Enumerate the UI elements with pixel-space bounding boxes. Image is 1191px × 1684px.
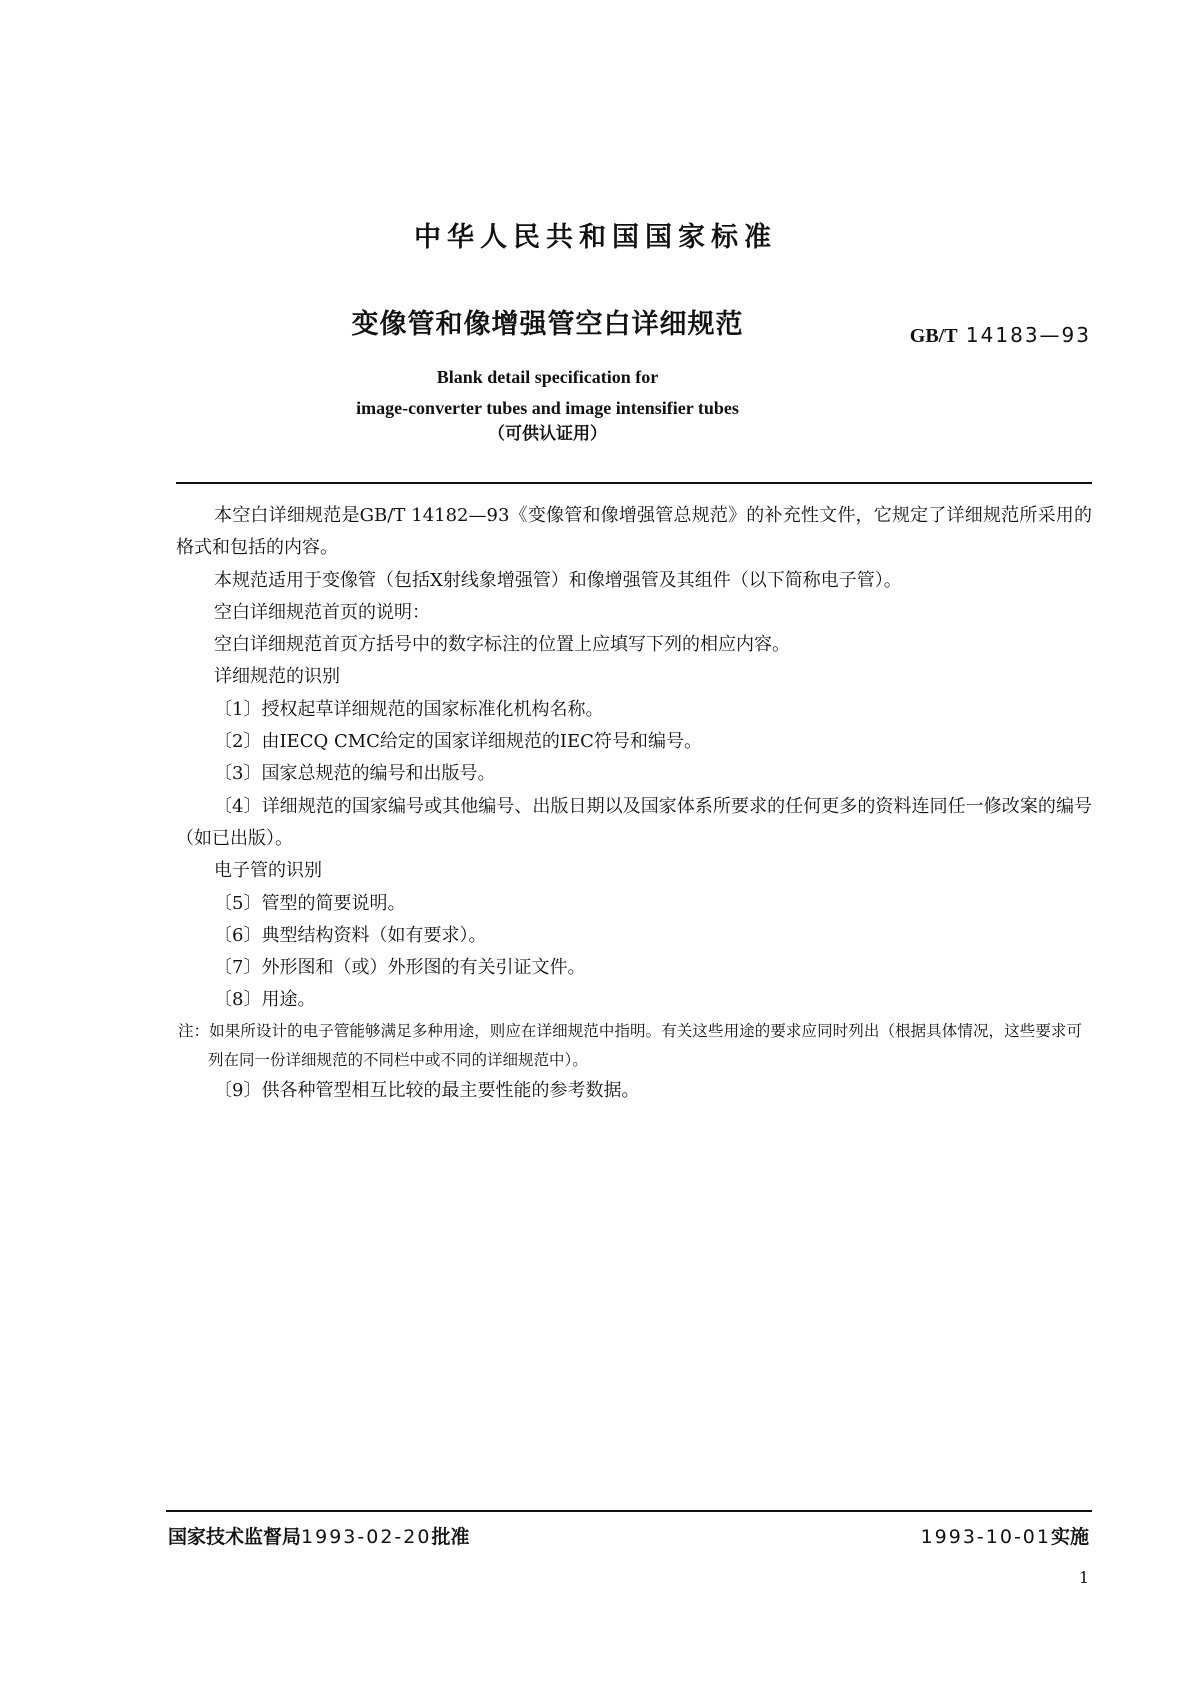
list-item-3: 〔3〕国家总规范的编号和出版号。 (214, 763, 496, 785)
standard-number (910, 323, 1091, 348)
approval-line (168, 1522, 469, 1549)
list-item-2: 〔2〕由IECQ CMC给定的国家详细规范的IEC符号和编号。 (214, 731, 702, 753)
intro-paragraph: 本空白详细规范是GB/T 14182—93《变像管和像增强管总规范》的补充性文件，它规定了详细规范所采用的格式和包括的内容。 (176, 505, 1092, 559)
footer-divider (166, 1510, 1092, 1512)
list-item-4: 〔4〕详细规范的国家编号或其他编号、出版日期以及国家体系所要求的任何更多的资料连同任一修改案的编号（如已出版）。 (176, 795, 1092, 849)
section-heading-tube-identification: 电子管的识别 (214, 860, 322, 882)
document-title-cn: 变像管和像增强管空白详细规范 (351, 309, 744, 340)
title-en-line1: Blank detail specification for (436, 367, 659, 387)
section-heading-spec-identification: 详细规范的识别 (214, 666, 340, 688)
list-item-8: 〔8〕用途。 (214, 989, 316, 1011)
list-item-1: 〔1〕授权起草详细规范的国家标准化机构名称。 (214, 698, 604, 720)
list-item-5: 〔5〕管型的简要说明。 (214, 892, 406, 914)
list-item-9: 〔9〕供各种管型相互比较的最主要性能的参考数据。 (214, 1079, 640, 1101)
document-body (176, 500, 1092, 1107)
title-en-line2: image-converter tubes and image intensifier tubes (356, 398, 739, 418)
first-page-heading: 空白详细规范首页的说明： (214, 601, 430, 623)
page-number: 1 (1078, 1568, 1089, 1587)
scope-paragraph: 本规范适用于变像管（包括X射线象增强管）和像增强管及其组件（以下简称电子管）。 (214, 569, 902, 591)
national-standard-heading: 中华人民共和国国家标准 (414, 222, 777, 253)
first-page-description: 空白详细规范首页方括号中的数字标注的位置上应填写下列的相应内容。 (214, 634, 790, 656)
usage-note: 注：如果所设计的电子管能够满足多种用途，则应在详细规范中指明。有关这些用途的要求应同时列出（根据具体情况，这些要求可列在同一份详细规范的不同栏中或不同的详细规范中）。 (178, 1021, 1082, 1069)
title-certification-note: （可供认证用） (488, 424, 607, 444)
list-item-6: 〔6〕典型结构资料（如有要求）。 (214, 924, 487, 946)
effective-date: 1993-10-01 (920, 1526, 1051, 1548)
list-item-7: 〔7〕外形图和（或）外形图的有关引证文件。 (214, 957, 586, 979)
approval-label: 批准 (431, 1526, 470, 1548)
effective-line (921, 1522, 1089, 1549)
approval-organization: 国家技术监督局 (168, 1526, 302, 1548)
standard-prefix: GB/T (909, 325, 958, 347)
document-title-en (0, 362, 1095, 444)
header-divider (176, 482, 1092, 484)
standard-code: 14183—93 (965, 323, 1091, 347)
effective-label: 实施 (1050, 1526, 1089, 1548)
approval-date: 1993-02-20 (301, 1526, 432, 1548)
